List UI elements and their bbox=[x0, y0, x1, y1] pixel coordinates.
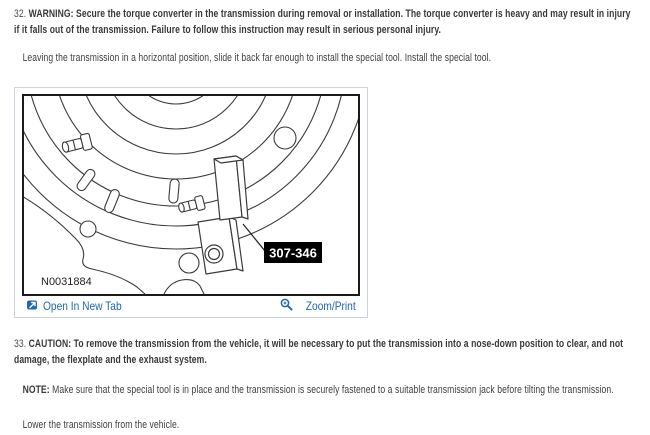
zoom-print-label: Zoom/Print bbox=[306, 299, 356, 313]
open-in-new-tab-icon bbox=[26, 298, 39, 314]
step-number: 32. bbox=[14, 8, 27, 20]
open-in-new-tab-label: Open In New Tab bbox=[43, 299, 122, 313]
figure-id: N0031884 bbox=[41, 276, 92, 288]
step-32-instruction: Leaving the transmission in a horizontal position, slide it back far enough to install the special tool. Install the special tool. bbox=[22, 52, 492, 64]
stud-bolt-center bbox=[177, 195, 205, 215]
step-33-caution bbox=[14, 336, 636, 368]
note-paragraph bbox=[14, 382, 630, 398]
step-number: 33. bbox=[14, 338, 27, 350]
zoom-print-link[interactable] bbox=[280, 298, 356, 314]
note-text: Make sure that the special tool is in place and the transmission is securely fastened to a suitable transmission jack before tilting the transmission. bbox=[52, 384, 614, 396]
step-32-warning bbox=[14, 6, 636, 38]
magnifier-icon bbox=[280, 298, 293, 314]
caution-label: CAUTION: bbox=[28, 338, 72, 350]
caution-text: To remove the transmission from the vehicle, it will be necessary to put the transmission into a nose-down position to clear, and not damage, the flexplate and the exhaust system. bbox=[14, 338, 624, 366]
open-in-new-tab-link[interactable] bbox=[26, 298, 136, 314]
leader-line bbox=[243, 224, 265, 251]
figure-image bbox=[22, 94, 360, 296]
figure-panel bbox=[14, 87, 368, 318]
transmission-diagram bbox=[24, 96, 360, 294]
figure-toolbar bbox=[15, 295, 367, 317]
step-33-instruction: Lower the transmission from the vehicle. bbox=[22, 419, 180, 431]
note-label: NOTE: bbox=[22, 384, 50, 396]
warning-label: WARNING: bbox=[28, 8, 74, 20]
warning-text: Secure the torque converter in the transmission during removal or installation. The torque converter is heavy and may result in injury if it falls out of the transmission. Failure to follow this instruction may result in serious personal injury. bbox=[14, 8, 631, 36]
stud-bolt-upper bbox=[61, 133, 206, 215]
special-tool-bracket bbox=[198, 156, 248, 274]
tool-label: 307-346 bbox=[269, 245, 317, 261]
